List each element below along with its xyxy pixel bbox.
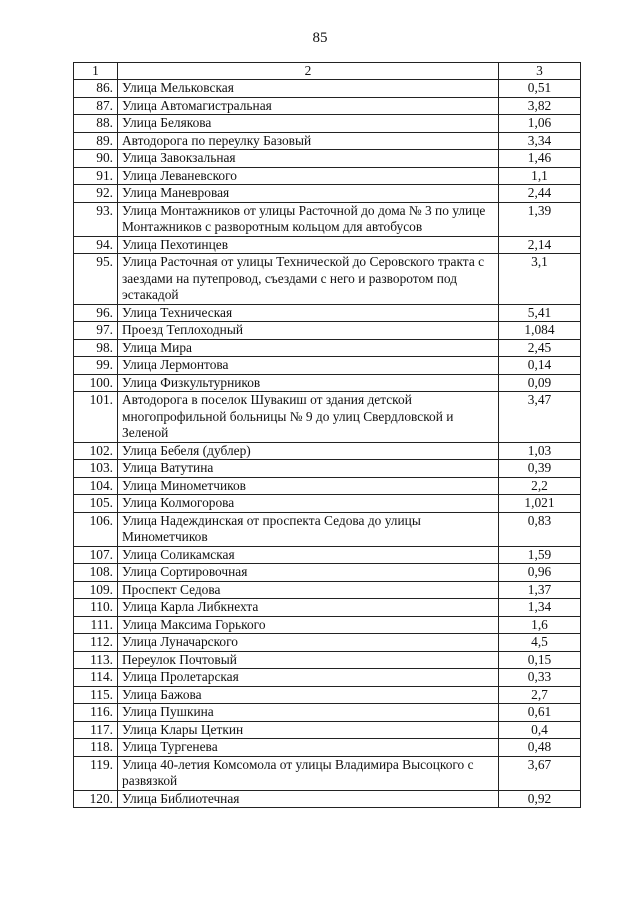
road-length: 1,39 bbox=[499, 202, 581, 236]
header-name: 2 bbox=[118, 63, 499, 80]
row-number: 111. bbox=[74, 616, 118, 634]
road-length: 0,33 bbox=[499, 669, 581, 687]
row-number: 96. bbox=[74, 304, 118, 322]
roads-table bbox=[73, 62, 581, 808]
road-length: 5,41 bbox=[499, 304, 581, 322]
road-name: Улица Библиотечная bbox=[118, 790, 499, 808]
road-length: 1,46 bbox=[499, 150, 581, 168]
road-name: Улица Пушкина bbox=[118, 704, 499, 722]
road-length: 2,2 bbox=[499, 477, 581, 495]
table-row bbox=[74, 304, 581, 322]
row-number: 112. bbox=[74, 634, 118, 652]
road-name: Переулок Почтовый bbox=[118, 651, 499, 669]
table-row bbox=[74, 477, 581, 495]
table-row bbox=[74, 756, 581, 790]
road-name: Улица Надеждинская от проспекта Седова до улицы Минометчиков bbox=[118, 512, 499, 546]
row-number: 87. bbox=[74, 97, 118, 115]
row-number: 117. bbox=[74, 721, 118, 739]
road-length: 3,67 bbox=[499, 756, 581, 790]
row-number: 115. bbox=[74, 686, 118, 704]
row-number: 107. bbox=[74, 546, 118, 564]
road-name: Улица Клары Цеткин bbox=[118, 721, 499, 739]
table-row bbox=[74, 634, 581, 652]
table-row bbox=[74, 357, 581, 375]
road-length: 3,82 bbox=[499, 97, 581, 115]
table-row bbox=[74, 616, 581, 634]
table-row bbox=[74, 581, 581, 599]
road-name: Улица Леваневского bbox=[118, 167, 499, 185]
row-number: 120. bbox=[74, 790, 118, 808]
road-length: 3,47 bbox=[499, 392, 581, 443]
table-row bbox=[74, 704, 581, 722]
road-name: Проспект Седова bbox=[118, 581, 499, 599]
page-number: 85 bbox=[312, 30, 328, 46]
row-number: 101. bbox=[74, 392, 118, 443]
road-name: Улица Физкультурников bbox=[118, 374, 499, 392]
road-length: 0,92 bbox=[499, 790, 581, 808]
road-name: Улица Техническая bbox=[118, 304, 499, 322]
road-name: Улица Бебеля (дублер) bbox=[118, 442, 499, 460]
table-row bbox=[74, 512, 581, 546]
table-row bbox=[74, 132, 581, 150]
table-row bbox=[74, 599, 581, 617]
table-row bbox=[74, 185, 581, 203]
road-name: Улица Мельковская bbox=[118, 80, 499, 98]
table-row bbox=[74, 339, 581, 357]
road-length: 2,7 bbox=[499, 686, 581, 704]
road-name: Улица Лермонтова bbox=[118, 357, 499, 375]
road-name: Улица Автомагистральная bbox=[118, 97, 499, 115]
road-name: Улица Карла Либкнехта bbox=[118, 599, 499, 617]
road-length: 4,5 bbox=[499, 634, 581, 652]
row-number: 116. bbox=[74, 704, 118, 722]
table-row bbox=[74, 739, 581, 757]
row-number: 86. bbox=[74, 80, 118, 98]
table-row bbox=[74, 115, 581, 133]
table-row bbox=[74, 460, 581, 478]
road-name: Проезд Теплоходный bbox=[118, 322, 499, 340]
row-number: 90. bbox=[74, 150, 118, 168]
road-name: Улица Соликамская bbox=[118, 546, 499, 564]
road-name: Улица Белякова bbox=[118, 115, 499, 133]
table-row bbox=[74, 97, 581, 115]
road-length: 1,03 bbox=[499, 442, 581, 460]
row-number: 97. bbox=[74, 322, 118, 340]
table-row bbox=[74, 236, 581, 254]
road-length: 0,83 bbox=[499, 512, 581, 546]
road-length: 1,1 bbox=[499, 167, 581, 185]
row-number: 114. bbox=[74, 669, 118, 687]
road-name: Улица Ватутина bbox=[118, 460, 499, 478]
road-name: Улица Маневровая bbox=[118, 185, 499, 203]
table-row bbox=[74, 721, 581, 739]
road-length: 1,6 bbox=[499, 616, 581, 634]
table-row bbox=[74, 322, 581, 340]
road-name: Улица Пролетарская bbox=[118, 669, 499, 687]
table-row bbox=[74, 254, 581, 305]
row-number: 91. bbox=[74, 167, 118, 185]
row-number: 93. bbox=[74, 202, 118, 236]
road-length: 2,14 bbox=[499, 236, 581, 254]
road-length: 1,37 bbox=[499, 581, 581, 599]
road-name: Улица Колмогорова bbox=[118, 495, 499, 513]
table-header-row bbox=[74, 63, 581, 80]
road-length: 1,06 bbox=[499, 115, 581, 133]
road-name: Автодорога в поселок Шувакиш от здания детской многопрофильной больницы № 9 до улиц Свердловской и Зеленой bbox=[118, 392, 499, 443]
road-length: 0,39 bbox=[499, 460, 581, 478]
road-name: Улица Расточная от улицы Технической до Серовского тракта с заездами на путепровод, съездами с него и разворотом под эстакадой bbox=[118, 254, 499, 305]
road-length: 0,48 bbox=[499, 739, 581, 757]
road-length: 3,34 bbox=[499, 132, 581, 150]
row-number: 92. bbox=[74, 185, 118, 203]
road-name: Улица Тургенева bbox=[118, 739, 499, 757]
row-number: 105. bbox=[74, 495, 118, 513]
row-number: 110. bbox=[74, 599, 118, 617]
road-name: Улица Бажова bbox=[118, 686, 499, 704]
road-name: Улица 40-летия Комсомола от улицы Владимира Высоцкого с развязкой bbox=[118, 756, 499, 790]
table-row bbox=[74, 202, 581, 236]
header-length: 3 bbox=[499, 63, 581, 80]
table-row bbox=[74, 392, 581, 443]
row-number: 98. bbox=[74, 339, 118, 357]
road-length: 0,09 bbox=[499, 374, 581, 392]
road-name: Улица Завокзальная bbox=[118, 150, 499, 168]
table-row bbox=[74, 150, 581, 168]
road-length: 1,021 bbox=[499, 495, 581, 513]
road-length: 2,45 bbox=[499, 339, 581, 357]
row-number: 118. bbox=[74, 739, 118, 757]
table-row bbox=[74, 669, 581, 687]
road-length: 0,4 bbox=[499, 721, 581, 739]
row-number: 95. bbox=[74, 254, 118, 305]
table-body bbox=[74, 80, 581, 808]
table-row bbox=[74, 495, 581, 513]
row-number: 89. bbox=[74, 132, 118, 150]
row-number: 109. bbox=[74, 581, 118, 599]
table-row bbox=[74, 80, 581, 98]
row-number: 94. bbox=[74, 236, 118, 254]
table-row bbox=[74, 686, 581, 704]
table-row bbox=[74, 442, 581, 460]
road-name: Улица Мира bbox=[118, 339, 499, 357]
header-number: 1 bbox=[74, 63, 118, 80]
row-number: 113. bbox=[74, 651, 118, 669]
road-name: Улица Сортировочная bbox=[118, 564, 499, 582]
road-length: 0,61 bbox=[499, 704, 581, 722]
road-length: 0,51 bbox=[499, 80, 581, 98]
road-length: 1,084 bbox=[499, 322, 581, 340]
row-number: 103. bbox=[74, 460, 118, 478]
table-row bbox=[74, 651, 581, 669]
road-name: Улица Луначарского bbox=[118, 634, 499, 652]
table-row bbox=[74, 790, 581, 808]
row-number: 88. bbox=[74, 115, 118, 133]
road-length: 0,14 bbox=[499, 357, 581, 375]
road-name: Улица Максима Горького bbox=[118, 616, 499, 634]
road-length: 3,1 bbox=[499, 254, 581, 305]
road-length: 1,34 bbox=[499, 599, 581, 617]
row-number: 102. bbox=[74, 442, 118, 460]
table-row bbox=[74, 564, 581, 582]
row-number: 100. bbox=[74, 374, 118, 392]
table-row bbox=[74, 546, 581, 564]
row-number: 104. bbox=[74, 477, 118, 495]
row-number: 106. bbox=[74, 512, 118, 546]
row-number: 119. bbox=[74, 756, 118, 790]
road-length: 1,59 bbox=[499, 546, 581, 564]
road-length: 2,44 bbox=[499, 185, 581, 203]
table-row bbox=[74, 374, 581, 392]
road-name: Улица Монтажников от улицы Расточной до дома № 3 по улице Монтажников с разворотным кольцом для автобусов bbox=[118, 202, 499, 236]
road-name: Автодорога по переулку Базовый bbox=[118, 132, 499, 150]
row-number: 99. bbox=[74, 357, 118, 375]
table-row bbox=[74, 167, 581, 185]
road-name: Улица Минометчиков bbox=[118, 477, 499, 495]
row-number: 108. bbox=[74, 564, 118, 582]
road-length: 0,96 bbox=[499, 564, 581, 582]
road-name: Улица Пехотинцев bbox=[118, 236, 499, 254]
road-length: 0,15 bbox=[499, 651, 581, 669]
